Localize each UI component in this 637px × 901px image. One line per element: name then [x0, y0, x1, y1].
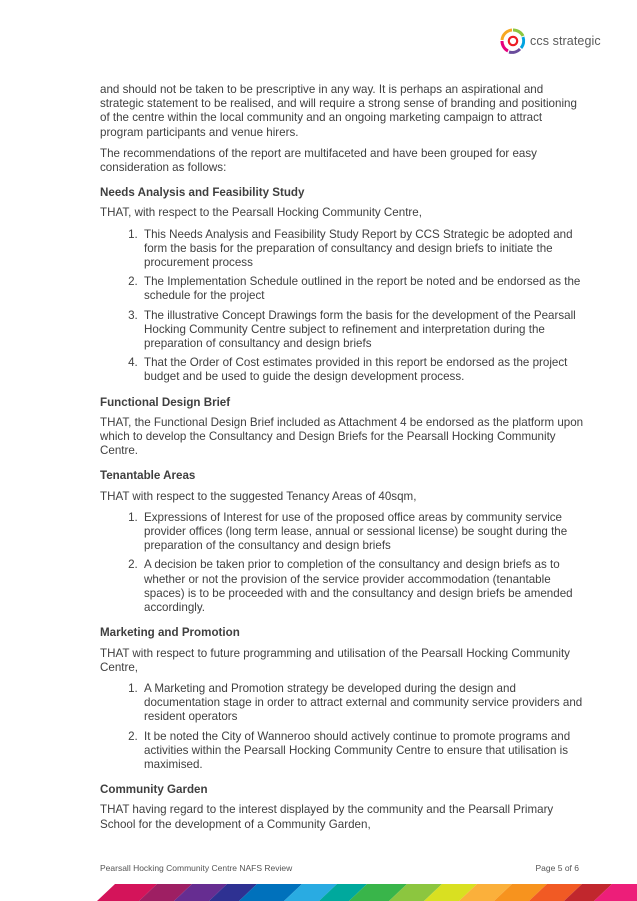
intro-paragraph: and should not be taken to be prescriptive in any way. It is perhaps an aspirational and strategic statement to be realised, and will require a strong sense of branding and positioning of the centre within the local community and an ongoing marketing campaign to attract program participants and venue hirers.: [100, 83, 577, 139]
section-heading: Marketing and Promotion: [100, 626, 240, 640]
footer-title: Pearsall Hocking Community Centre NAFS Review: [100, 863, 293, 873]
document-body: [100, 83, 586, 839]
list-item: 1. A Marketing and Promotion strategy be developed during the design and documentation stage in order to attract external and community service providers and resident operators: [141, 682, 586, 725]
recommendation-list: [100, 682, 586, 772]
list-item: 2. The Implementation Schedule outlined in the report be noted and be endorsed as the schedule for the project: [141, 275, 586, 303]
list-item: 2. A decision be taken prior to completion of the consultancy and design briefs as to whether or not the provision of the service provider accommodation (tenantable spaces) is to be proceeded with and the consultancy and design briefs be amended accordingly.: [141, 558, 586, 615]
list-item: 2. It be noted the City of Wanneroo should actively continue to promote programs and activities within the Pearsall Hocking Community Centre to ensure that utilisation is maximised.: [141, 730, 586, 773]
section-heading: Needs Analysis and Feasibility Study: [100, 186, 305, 200]
logo-text: ccs strategic: [530, 34, 601, 48]
section-heading: Community Garden: [100, 783, 208, 797]
section-lead: THAT, the Functional Design Brief included as Attachment 4 be endorsed as the platform upon which to develop the Consultancy and Design Briefs for the Pearsall Hocking Community Centre.: [100, 415, 584, 458]
company-logo: [500, 27, 620, 55]
section-lead: THAT with respect to the suggested Tenancy Areas of 40sqm,: [100, 489, 417, 503]
logo-mark-icon: [500, 28, 526, 54]
page-number: Page 5 of 6: [535, 863, 579, 873]
section-heading: Tenantable Areas: [100, 469, 196, 483]
list-item: 4. That the Order of Cost estimates provided in this report be endorsed as the project budget and be used to guide the design development process.: [141, 356, 586, 384]
section-heading: Functional Design Brief: [100, 395, 231, 409]
section-lead: THAT with respect to future programming and utilisation of the Pearsall Hocking Community Centre,: [100, 646, 570, 674]
list-item: 3. The illustrative Concept Drawings form the basis for the development of the Pearsall Hocking Community Centre subject to refinement and interpretation during the preparation of consultancy and design briefs: [141, 309, 586, 352]
list-item: 1. This Needs Analysis and Feasibility Study Report by CCS Strategic be adopted and form the basis for the preparation of consultancy and design briefs to initiate the procurement process: [141, 228, 586, 271]
decorative-color-band: [97, 884, 637, 901]
recommendation-list: [100, 511, 586, 615]
recommendation-list: [100, 228, 586, 385]
section-lead: THAT having regard to the interest displayed by the community and the Pearsall Primary School for the development of a Community Garden,: [100, 803, 554, 831]
intro-paragraph: The recommendations of the report are multifaceted and have been grouped for easy consideration as follows:: [100, 146, 537, 175]
section-lead: THAT, with respect to the Pearsall Hocking Community Centre,: [100, 206, 422, 220]
list-item: 1. Expressions of Interest for use of the proposed office areas by community service provider offices (long term lease, annual or sessional license) be sought during the preparation of the consultancy and design briefs: [141, 511, 586, 554]
